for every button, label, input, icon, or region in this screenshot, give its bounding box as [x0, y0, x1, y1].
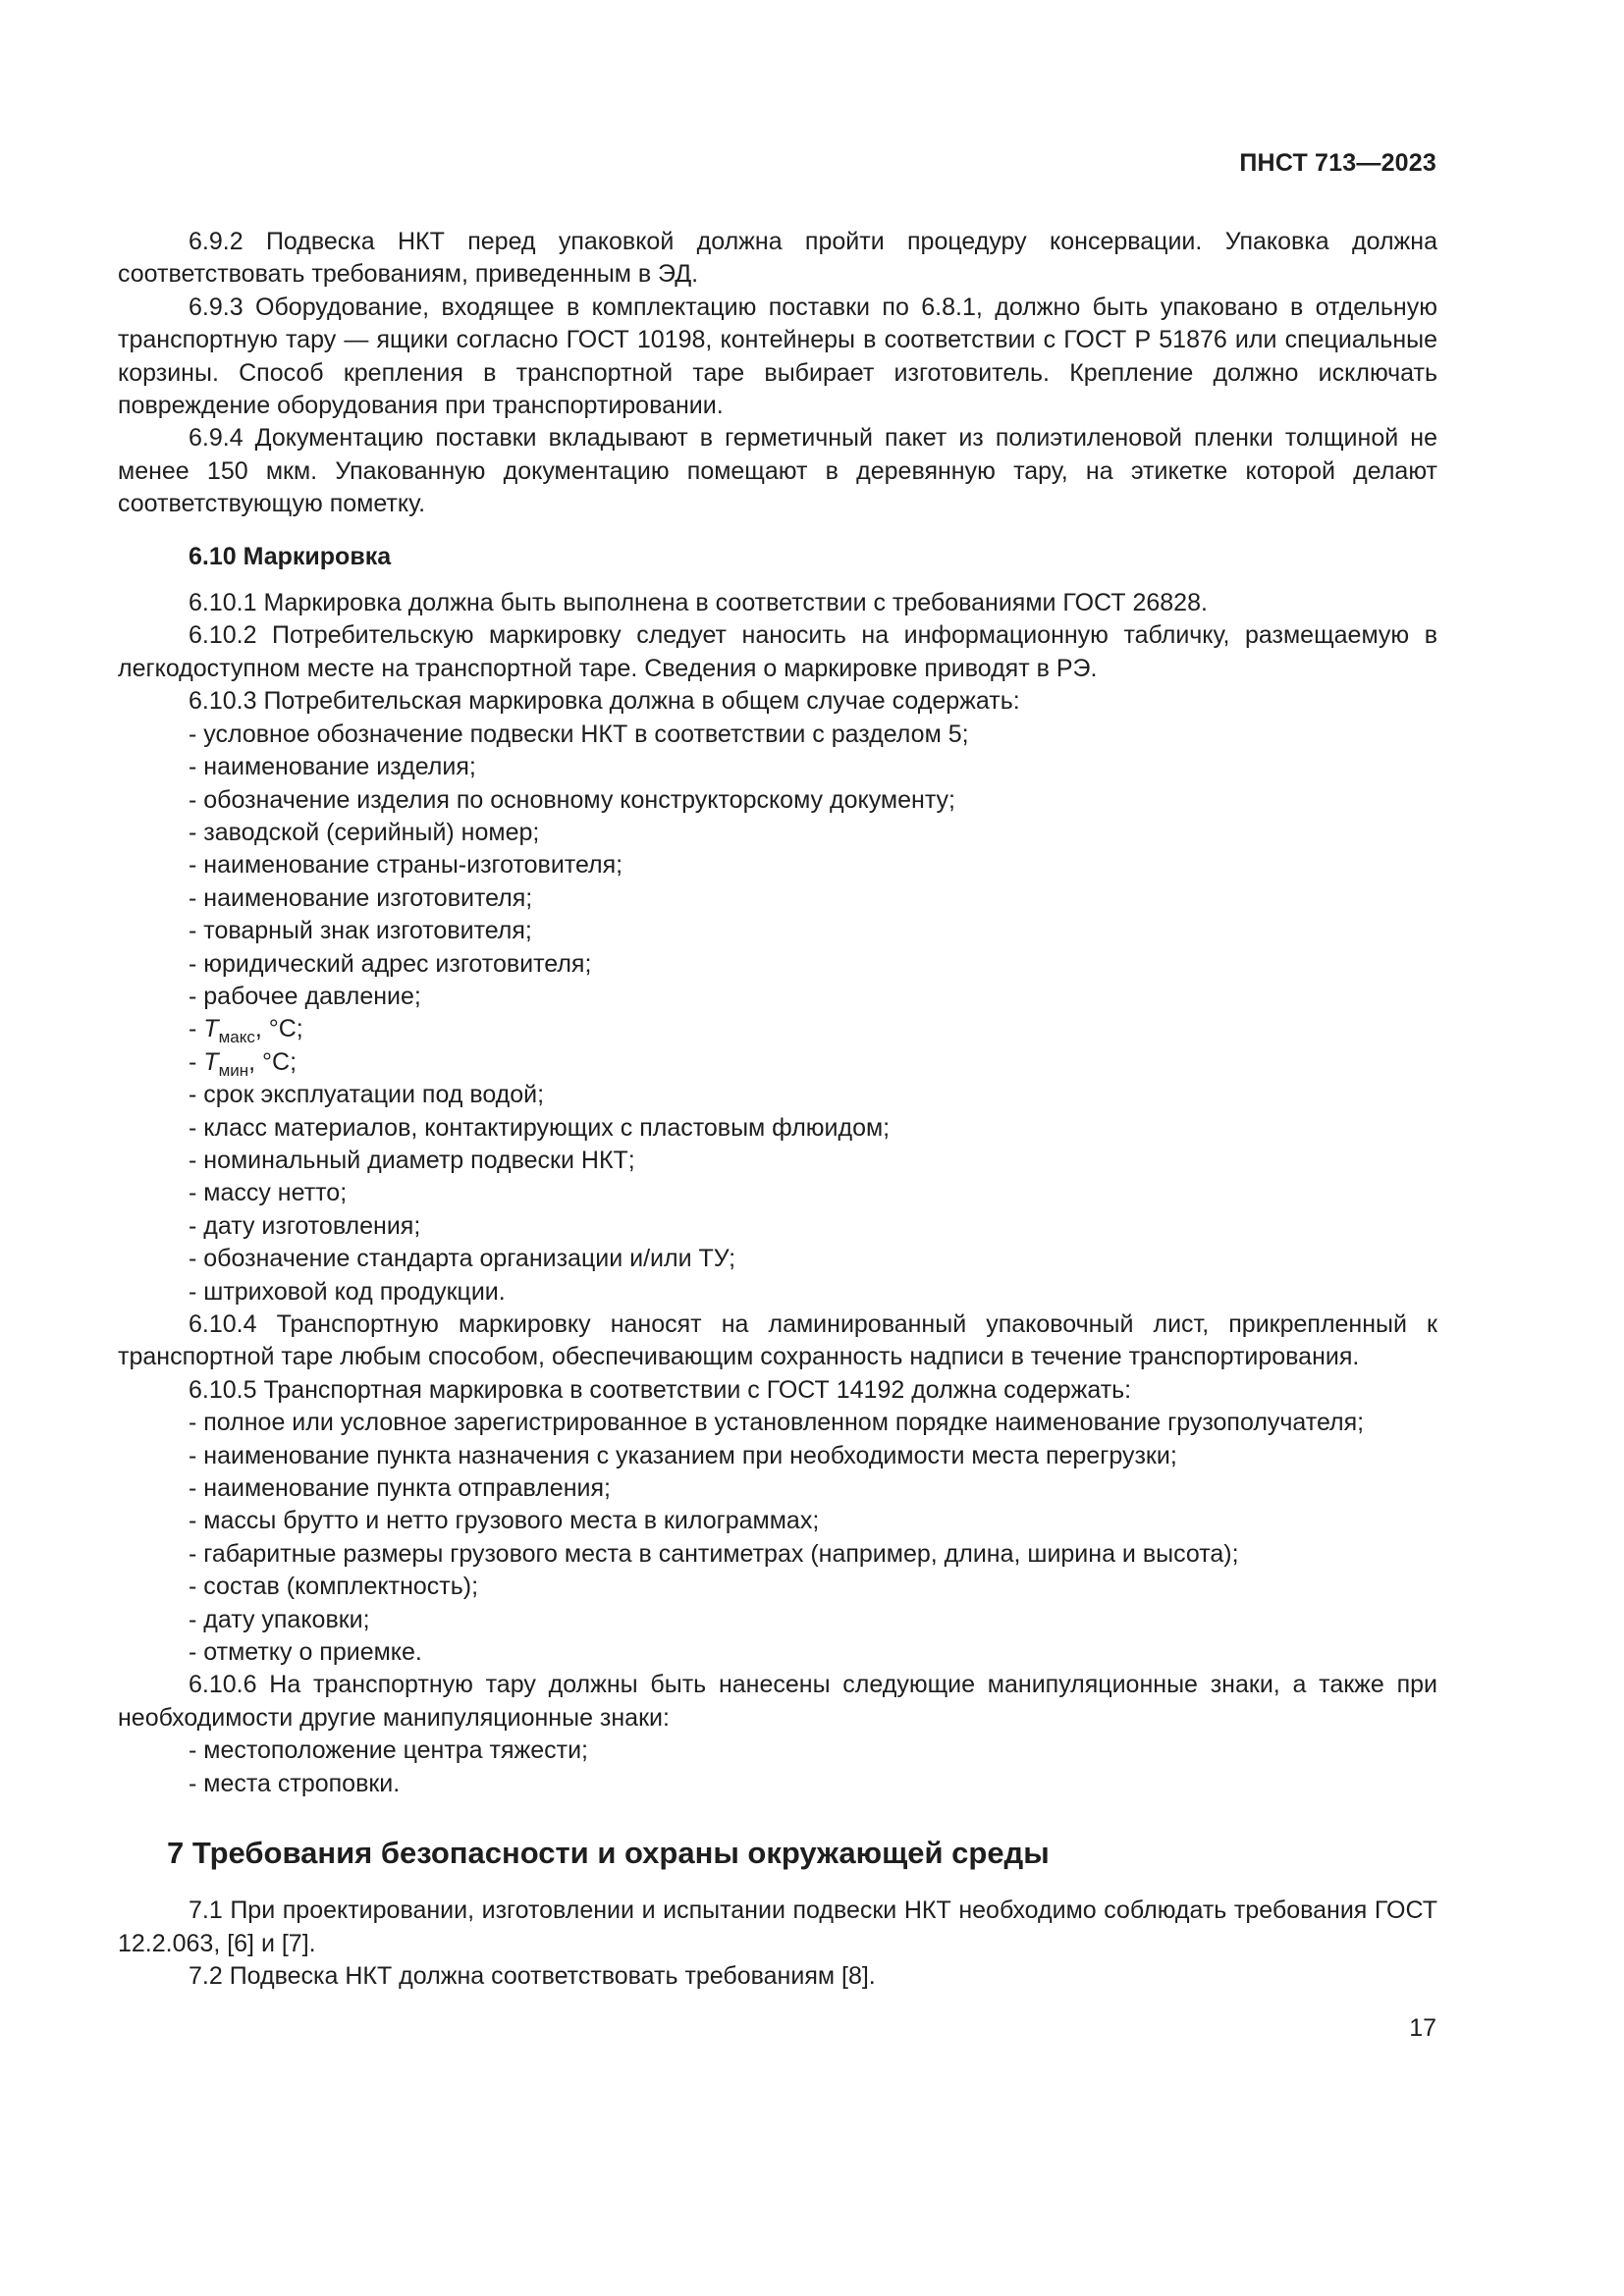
temperature-subscript: мин [218, 1060, 249, 1080]
list-item: - заводской (серийный) номер; [189, 818, 540, 846]
list-item: - отметку о приемке. [189, 1638, 422, 1667]
temperature-symbol: T [203, 1047, 219, 1076]
paragraph-6-9-2: 6.9.2 Подвеска НКТ перед упаковкой должна пройти процедуру консервации. Упаковка должна соответствовать требованиям, приведенным в ЭД. [118, 228, 1437, 289]
page-number: 17 [1409, 2014, 1436, 2042]
list-item: - массу нетто; [189, 1179, 348, 1207]
list-item: - товарный знак изготовителя; [189, 917, 532, 945]
list-item: - состав (комплектность); [189, 1573, 479, 1601]
list-item: - полное или условное зарегистрированное в установленном порядке наименование грузополучателя; [189, 1409, 1365, 1437]
list-item: - юридический адрес изготовителя; [189, 949, 592, 978]
list-item: - наименование изделия; [189, 753, 476, 781]
list-item: - штриховой код продукции. [189, 1277, 506, 1306]
paragraph-6-10-6: 6.10.6 На транспортную тару должны быть нанесены следующие манипуляционные знаки, а также при необходимости другие манипуляционные знаки: [118, 1671, 1437, 1732]
list-item: - срок эксплуатации под водой; [189, 1081, 545, 1109]
list-dash: - [189, 1047, 204, 1076]
paragraph-7-1: 7.1 При проектировании, изготовлении и испытании подвески НКТ необходимо соблюдать требования ГОСТ 12.2.063, [6] и [7]. [118, 1896, 1437, 1957]
list-item: - номинальный диаметр подвески НКТ; [189, 1146, 635, 1174]
list-item: - местоположение центра тяжести; [189, 1736, 588, 1765]
list-item: - рабочее давление; [189, 982, 421, 1010]
list-item: - наименование пункта отправления; [189, 1474, 611, 1503]
paragraph-7-2: 7.2 Подвеска НКТ должна соответствовать требованиям [8]. [189, 1961, 876, 1990]
list-item: - дату изготовления; [189, 1211, 421, 1240]
section-heading-7: 7 Требования безопасности и охраны окружающей среды [167, 1836, 1050, 1871]
list-item: - класс материалов, контактирующих с пластовым флюидом; [189, 1113, 891, 1142]
list-item: - наименование пункта назначения с указанием при необходимости места перегрузки; [189, 1441, 1177, 1469]
temperature-unit: , °C; [248, 1047, 298, 1076]
paragraph-6-10-1: 6.10.1 Маркировка должна быть выполнена в соответствии с требованиями ГОСТ 26828. [189, 589, 1208, 617]
paragraph-6-10-4: 6.10.4 Транспортную маркировку наносят на ламинированный упаковочный лист, прикрепленный к транспортной таре любым способом, обеспечивающим сохранность надписи в течение транспортирования. [118, 1310, 1437, 1371]
paragraph-6-10-3: 6.10.3 Потребительская маркировка должна в общем случае содержать: [189, 687, 1020, 716]
list-6-10-3 [118, 719, 1437, 1308]
list-item: - дату упаковки; [189, 1605, 370, 1633]
list-6-10-5 [118, 1407, 1437, 1669]
list-item: - массы брутто и нетто грузового места в килограммах; [189, 1507, 820, 1535]
temperature-subscript: макс [218, 1028, 255, 1047]
list-item: - обозначение стандарта организации и/или ТУ; [189, 1245, 736, 1273]
subsection-heading-6-10: 6.10 Маркировка [189, 542, 392, 570]
list-item: - наименование изготовителя; [189, 883, 533, 912]
list-item-tmax [118, 1013, 1437, 1045]
page-body [118, 226, 1437, 1993]
temperature-unit: , °C; [254, 1015, 303, 1043]
list-item: - места строповки. [189, 1769, 401, 1797]
temperature-symbol: T [203, 1015, 219, 1043]
list-dash: - [189, 1015, 204, 1043]
document-code: ПНСТ 713—2023 [1239, 149, 1436, 177]
list-item: - габаритные размеры грузового места в сантиметрах (например, длина, ширина и высота); [189, 1539, 1239, 1568]
list-item-tmin [118, 1046, 1437, 1079]
list-item: - обозначение изделия по основному конструкторскому документу; [189, 785, 956, 814]
list-6-10-6 [118, 1735, 1437, 1800]
paragraph-6-9-4: 6.9.4 Документацию поставки вкладывают в герметичный пакет из полиэтиленовой пленки толщиной не менее 150 мкм. Упакованную документацию помещают в деревянную тару, на этикетке которой делают соответствующую пометку. [118, 424, 1437, 518]
paragraph-6-10-2: 6.10.2 Потребительскую маркировку следует наносить на информационную табличку, размещаемую в легкодоступном месте на транспортной таре. Сведения о маркировке приводят в РЭ. [118, 621, 1437, 682]
list-item: - наименование страны-изготовителя; [189, 851, 623, 880]
list-item: - условное обозначение подвески НКТ в соответствии с разделом 5; [189, 720, 969, 748]
paragraph-6-9-3: 6.9.3 Оборудование, входящее в комплектацию поставки по 6.8.1, должно быть упаковано в отдельную транспортную тару — ящики согласно ГОСТ 10198, контейнеры в соответствии с ГОСТ Р 51876 или специальные корзины. Способ крепления в транспортной таре выбирает изготовитель. Крепление должно исключать повреждение оборудования при транспортировании. [118, 293, 1437, 420]
paragraph-6-10-5: 6.10.5 Транспортная маркировка в соответствии с ГОСТ 14192 должна содержать: [189, 1375, 1132, 1404]
